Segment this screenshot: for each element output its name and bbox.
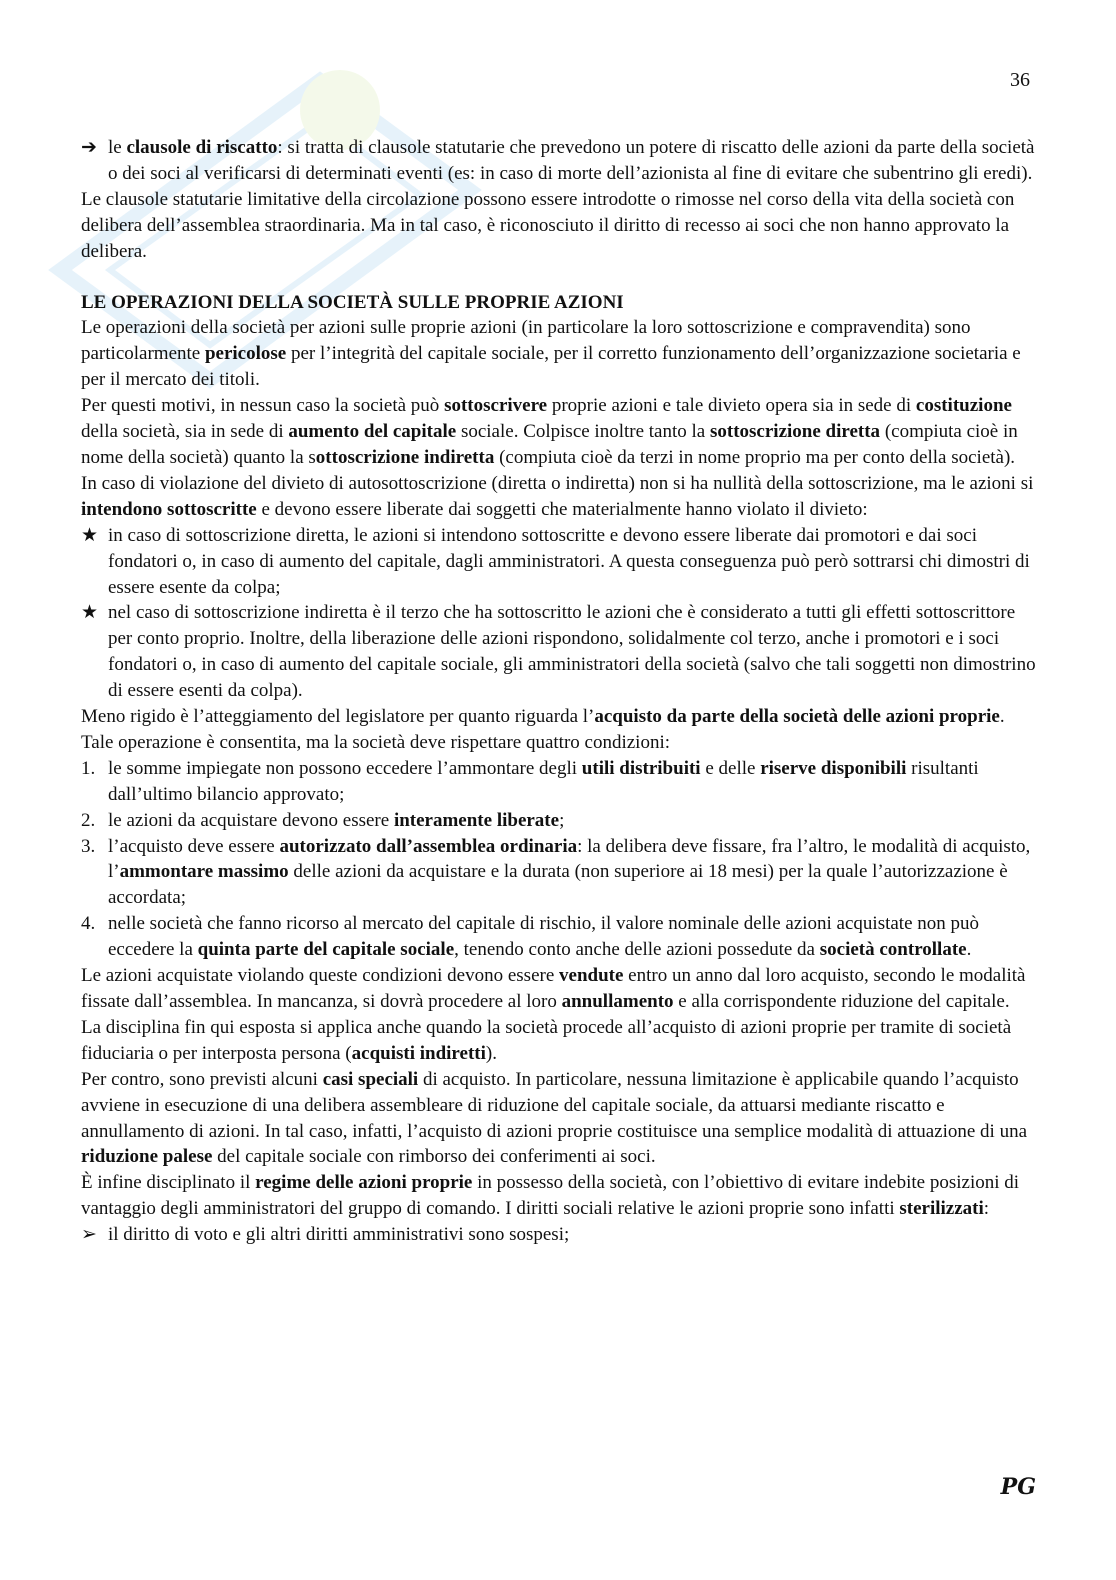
list-marker: 3. [81,835,96,857]
text-run: le azioni da acquistare devono essere [108,809,394,831]
bold-text: riduzione palese [81,1146,213,1168]
paragraph [81,315,1036,393]
text-run: (compiuta cioè da terzi in nome proprio ma per conto della società). [494,446,1016,468]
text-run: : si tratta di clausole statutarie che prevedono un potere di riscatto delle azioni da parte della società o dei soci al verificarsi di determinati eventi (es: in caso di morte dell’azionista al fine di evitare che subentrino gli eredi). [108,137,1035,184]
list-item [81,1222,1036,1248]
text-run: entro un anno dal loro acquisto, secondo le modalità fissate dall’assemblea. In mancanza, si dovrà procedere al loro [81,965,1026,1012]
text-run: . [966,939,972,961]
text-run: in caso di sottoscrizione diretta, le azioni si intendono sottoscritte e devono essere liberate dai promotori e dai soci fondatori o, in caso di aumento del capitale, dagli amministratori. A questa conseguenza può però sottrarsi chi dimostri di essere esente da colpa; [108,524,1030,598]
text-run: Le operazioni della società per azioni sulle proprie azioni (in particolare la loro sottoscrizione e compravendita) sono particolarmente [81,317,971,365]
text-run: : [983,1198,990,1220]
paragraph [81,1170,1036,1222]
list-marker: ➔ [81,137,97,158]
paragraph [81,1015,1036,1067]
text-run: le [108,137,127,158]
text-run: È infine disciplinato il [81,1172,256,1194]
list-item [81,834,1036,912]
list-item-text [108,1222,1036,1248]
list-item-text [108,808,1036,834]
paragraph [81,1067,1036,1171]
bold-text: ottoscrizione indiretta [315,446,495,468]
bold-text: casi speciali [322,1068,419,1090]
paragraph [81,187,1036,265]
text-run: risultanti dall’ultimo bilancio approvato; [108,757,979,805]
text-run: La disciplina fin qui esposta si applica anche quando la società procede all’acquisto di azioni proprie per tramite di società fiduciaria o per interposta persona ( [81,1016,1012,1064]
text-run: in possesso della società, con l’obiettivo di evitare indebite posizioni di vantaggio degli amministratori del gruppo di comando. I diritti sociali relative le azioni proprie sono infatti [81,1172,1020,1220]
bold-text: regime delle azioni proprie [255,1172,473,1194]
footer-initials: PG [1000,1474,1036,1500]
text-run: Le clausole statutarie limitative della circolazione possono essere introdotte o rimosse nel corso della vita della società con delibera dell’assemblea straordinaria. Ma in tal caso, è riconosciuto il diritto di recesso ai soci che non hanno approvato la delibera. [81,188,1015,262]
bold-text: intendono sottoscritte [81,498,257,520]
text-run: , tenendo conto anche delle azioni possedute da [454,939,820,961]
bold-text: interamente liberate [393,809,560,831]
list-item [81,911,1036,963]
text-run: e alla corrispondente riduzione del capitale. [673,991,1010,1012]
bold-text: sottoscrizione diretta [709,421,881,443]
list-item-text [108,135,1036,187]
list-marker: ★ [81,602,99,624]
text-run: delle azioni da acquistare e la durata (non superiore ai 18 mesi) per la quale l’autorizzazione è accordata; [108,861,1008,909]
bold-text: annullamento [561,991,674,1012]
list-item [81,135,1036,187]
bold-text: costituzione [915,395,1012,417]
list-marker: 4. [81,913,96,935]
bold-text: utili distribuiti [581,757,701,779]
bold-text: autorizzato dall’assemblea ordinaria [279,835,578,857]
text-run: LE OPERAZIONI DELLA SOCIETÀ SULLE PROPRIE AZIONI [81,291,624,313]
section-heading [81,290,1036,316]
bold-text: clausole di riscatto [126,137,278,158]
bold-text: sottoscrivere [444,395,548,417]
text-run: le somme impiegate non possono eccedere l’ammontare degli [108,757,582,779]
list-marker: 1. [81,757,96,779]
list-marker: ➢ [81,1224,97,1246]
bold-text: quinta parte del capitale sociale [197,939,455,961]
text-run: e devono essere liberate dai soggetti che materialmente hanno violato il divieto: [256,498,868,520]
text-run: proprie azioni e tale divieto opera sia in sede di [547,395,916,417]
text-run: della società, sia in sede di [81,421,289,443]
paragraph [81,471,1036,523]
text-run: del capitale sociale con rimborso dei conferimenti ai soci. [212,1146,656,1168]
list-item-text [108,911,1036,963]
list-marker: 2. [81,809,96,831]
text-run: ; [559,809,565,831]
bold-text: sterilizzati [899,1198,984,1220]
text-run: sociale. Colpisce inoltre tanto la [456,421,710,443]
bold-text: aumento del capitale [288,421,457,443]
text-run: (compiuta cioè in nome della società) quanto la s [81,421,1018,468]
text-run: Per questi motivi, in nessun caso la società può [81,395,445,417]
text-run: l’acquisto deve essere [108,835,280,857]
text-run: : la delibera deve fissare, fra l’altro, le modalità di acquisto, l’ [108,835,1031,883]
text-run: Per contro, sono previsti alcuni [81,1068,323,1090]
document-body [81,135,1036,1248]
text-run: In caso di violazione del divieto di autosottoscrizione (diretta o indiretta) non si ha nullità della sottoscrizione, ma le azioni si [81,472,1034,494]
text-run: il diritto di voto e gli altri diritti amministrativi sono sospesi; [108,1224,570,1246]
list-item-text [108,756,1036,808]
bold-text: società controllate [819,939,967,961]
paragraph [81,704,1036,756]
list-marker: ★ [81,524,99,546]
page-number: 36 [1010,69,1030,91]
paragraph [81,393,1036,471]
text-run: Le azioni acquistate violando queste condizioni devono essere [81,965,560,987]
text-run: ). [485,1042,497,1064]
text-run: di acquisto. In particolare, nessuna limitazione è applicabile quando l’acquisto avviene in esecuzione di una delibera assembleare di riduzione del capitale sociale, da attuarsi mediante riscatto e annullamento di azioni. In tal caso, infatti, l’acquisto di azioni proprie costituisce una semplice modalità di attuazione di una [81,1068,1028,1142]
text-run: nel caso di sottoscrizione indiretta è il terzo che ha sottoscritto le azioni che è considerato a tutti gli effetti sottoscrittore per conto proprio. Inoltre, della liberazione delle azioni rispondono, solidalmente col terzo, anche i promotori e i soci fondatori o, in caso di aumento del capitale sociale, gli amministratori della società (salvo che tali soggetti non dimostrino di essere esenti da colpa). [108,602,1036,702]
bold-text: riserve disponibili [760,757,907,779]
list-item-text [108,834,1036,912]
paragraph [81,963,1036,1015]
text-run: per l’integrità del capitale sociale, per il corretto funzionamento dell’organizzazione societaria e per il mercato dei titoli. [81,343,1021,391]
bold-text: ammontare massimo [119,861,289,883]
list-item [81,600,1036,704]
bold-text: acquisti indiretti [351,1042,486,1064]
text-run: . Tale operazione è consentita, ma la società deve rispettare quattro condizioni: [81,706,1005,753]
list-item [81,523,1036,601]
bold-text: pericolose [204,343,287,365]
text-run: e delle [700,757,761,779]
bold-text: vendute [559,965,624,987]
list-item-text [108,600,1036,704]
list-item-text [108,523,1036,601]
list-item [81,756,1036,808]
text-run: Meno rigido è l’atteggiamento del legislatore per quanto riguarda l’ [81,706,595,728]
list-item [81,808,1036,834]
bold-text: acquisto da parte della società delle azioni proprie [594,706,1000,728]
text-run: nelle società che fanno ricorso al mercato del capitale di rischio, il valore nominale delle azioni acquistate non può eccedere la [108,913,980,961]
